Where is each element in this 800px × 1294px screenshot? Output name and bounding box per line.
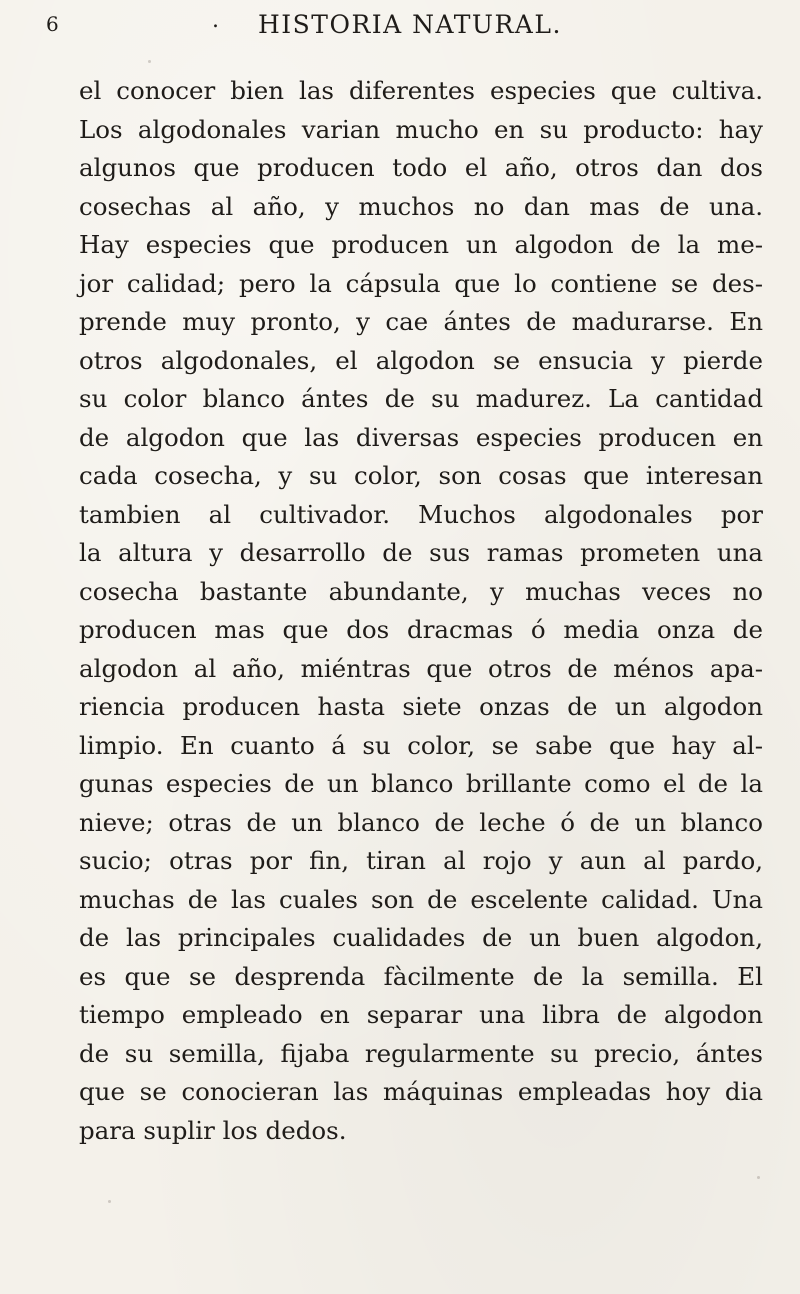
paper-speck [148,60,151,63]
text-line: que se conocieran las máquinas empleadas hoy dia [79,1077,763,1106]
text-line: cosechas al año, y muchos no dan mas de una. [79,191,763,221]
text-line: prende muy pronto, y cae ántes de madurarse. En [79,307,763,336]
text-line: es que se desprenda fàcilmente de la semilla. El [79,961,763,991]
text-line: Hay especies que producen un algodon de la me- [79,230,763,259]
page-number: 6 [46,12,60,36]
text-line: sucio; otras por fin, tiran al rojo y aun al pardo, [79,846,763,875]
text-line: de algodon que las diversas especies producen en [79,422,763,452]
text-line: gunas especies de un blanco brillante como el de la [79,769,763,798]
text-line: limpio. En cuanto á su color, se sabe que hay al- [79,730,763,760]
text-line: algodon al año, miéntras que otros de ménos apa- [79,653,763,683]
text-line: Los algodonales varian mucho en su producto: hay [79,114,763,144]
text-line: otros algodonales, el algodon se ensucia y pierde [79,345,763,375]
text-line: nieve; otras de un blanco de leche ó de un blanco [79,807,763,837]
paper-speck [108,1200,111,1203]
text-line: cada cosecha, y su color, son cosas que interesan [79,461,763,490]
text-line: la altura y desarrollo de sus ramas prometen una [79,538,763,567]
running-title: HISTORIA NATURAL. [258,9,562,39]
text-line: el conocer bien las diferentes especies que cultiva. [79,76,763,105]
running-head [46,6,726,42]
text-line: tiempo empleado en separar una libra de algodon [79,1000,763,1029]
text-line: de su semilla, fijaba regularmente su precio, ántes [79,1038,763,1068]
body-text [79,72,763,1150]
text-line: muchas de las cuales son de escelente calidad. Una [79,884,763,914]
text-line: algunos que producen todo el año, otros dan dos [79,153,763,182]
text-line: producen mas que dos dracmas ó media onza de [79,615,763,644]
text-line: cosecha bastante abundante, y muchas veces no [79,576,763,606]
text-line: jor calidad; pero la cápsula que lo contiene se des- [79,268,763,298]
header-dot: . [212,8,220,33]
text-line: tambien al cultivador. Muchos algodonales por [79,499,763,529]
text-line: riencia producen hasta siete onzas de un algodon [79,692,763,721]
paper-speck [757,1176,760,1179]
text-line-last: para suplir los dedos. [79,1115,347,1145]
text-line: su color blanco ántes de su madurez. La cantidad [79,384,763,413]
text-line: de las principales cualidades de un buen algodon, [79,923,763,952]
